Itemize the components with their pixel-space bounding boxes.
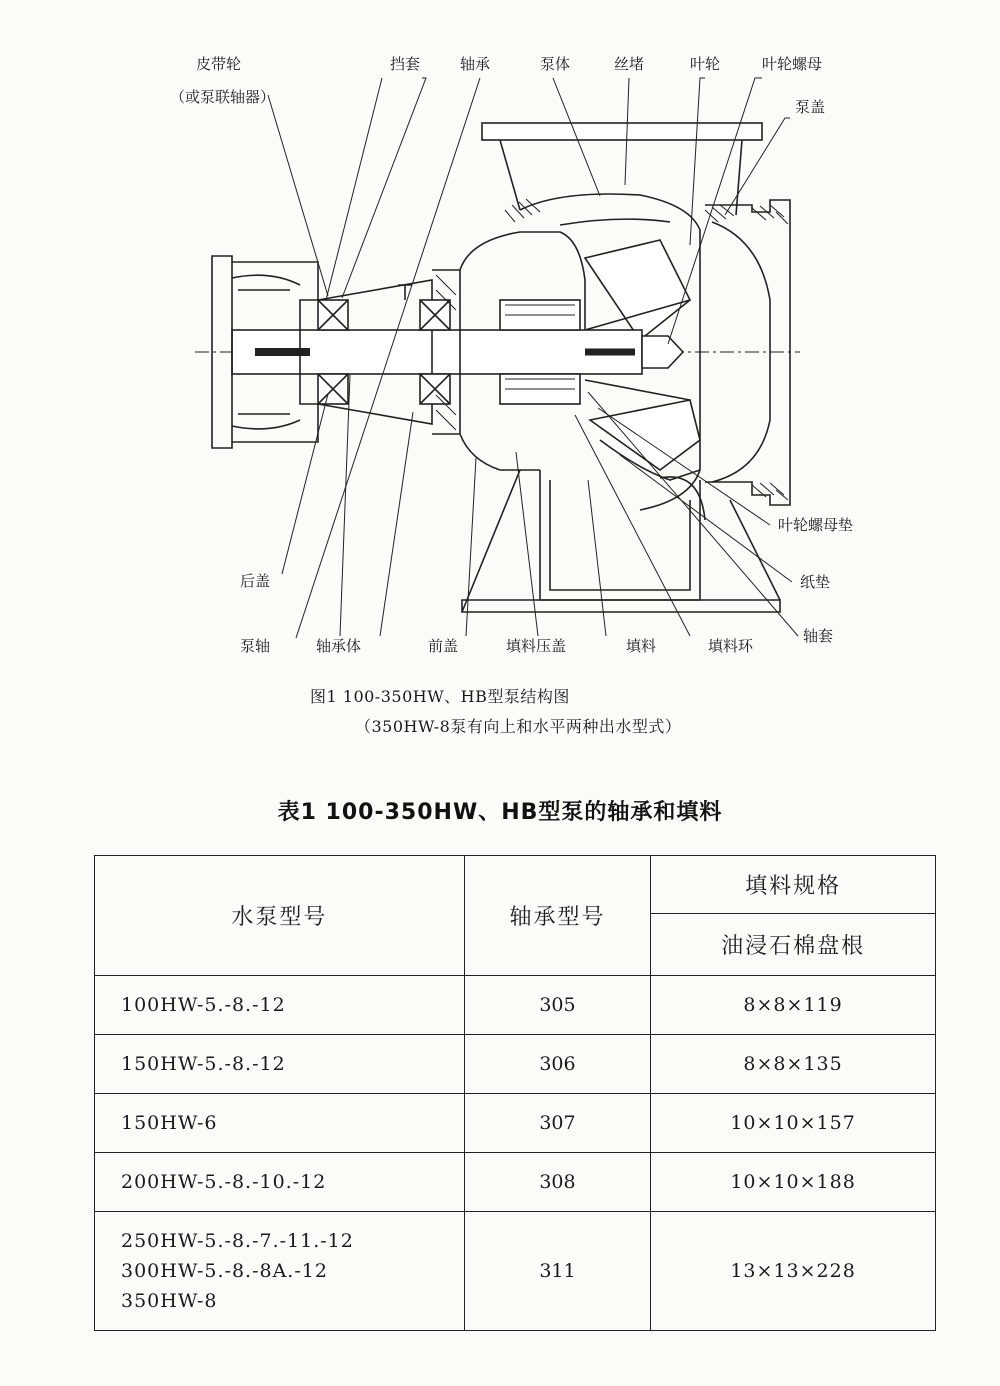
callout-paper-gasket: 纸垫 [800,573,831,591]
cell-bearing: 306 [464,1035,650,1094]
cell-packing: 8×8×119 [651,976,936,1035]
callout-impeller-nut-gasket: 叶轮螺母垫 [778,516,854,534]
pump-cross-section-drawing [0,0,1000,670]
callout-front-cover: 前盖 [428,637,459,655]
cell-packing: 8×8×135 [651,1035,936,1094]
cell-bearing: 308 [464,1153,650,1212]
cell-model-multi [95,1212,465,1331]
table-title: 表1 100-350HW、HB型泵的轴承和填料 [277,800,723,825]
cell-model-line: 350HW-8 [121,1290,218,1312]
table-row [95,1153,936,1212]
callout-pump-body: 泵体 [540,55,571,73]
callout-spacer-sleeve: 挡套 [390,55,421,73]
cell-packing: 10×10×157 [651,1094,936,1153]
callout-pump-shaft: 泵轴 [240,637,271,655]
callout-impeller: 叶轮 [690,55,721,73]
cell-model-line: 300HW-5.-8.-8A.-12 [121,1260,328,1282]
callout-plug: 丝堵 [614,55,645,73]
cell-model: 150HW-5.-8.-12 [95,1035,465,1094]
table-header-row [95,856,936,914]
cell-model: 200HW-5.-8.-10.-12 [95,1153,465,1212]
callout-rear-cover: 后盖 [240,572,271,590]
figure-caption-line1: 图1 100-350HW、HB型泵结构图 [310,687,570,706]
header-bearing: 轴承型号 [464,856,650,976]
cell-model: 100HW-5.-8.-12 [95,976,465,1035]
table-row [95,1212,936,1331]
callout-bearing-body: 轴承体 [316,637,362,655]
callout-bearing: 轴承 [460,55,491,73]
cell-model: 150HW-6 [95,1094,465,1153]
callout-impeller-nut: 叶轮螺母 [762,55,823,73]
bearing-packing-table [94,855,936,1331]
header-packing-spec: 填料规格 [651,856,936,914]
cell-bearing: 307 [464,1094,650,1153]
callout-packing-ring: 填料环 [708,637,754,655]
table-row [95,1035,936,1094]
cell-model-line: 250HW-5.-8.-7.-11.-12 [121,1230,354,1252]
callout-gland: 填料压盖 [506,637,567,655]
callout-belt-pulley: 皮带轮 [196,55,242,73]
callout-packing: 填料 [626,637,657,655]
table-row [95,976,936,1035]
cell-bearing: 311 [464,1212,650,1331]
callout-belt-pulley-alt: （或泵联轴器） [170,88,276,106]
cell-bearing: 305 [464,976,650,1035]
callout-pump-cover: 泵盖 [795,98,826,116]
header-packing-material: 油浸石棉盘根 [651,914,936,976]
table-row [95,1094,936,1153]
callout-shaft-sleeve: 轴套 [803,627,834,645]
header-model: 水泵型号 [95,856,465,976]
cell-packing: 13×13×228 [651,1212,936,1331]
figure-caption-line2: （350HW-8泵有向上和水平两种出水型式） [355,717,682,736]
cell-packing: 10×10×188 [651,1153,936,1212]
